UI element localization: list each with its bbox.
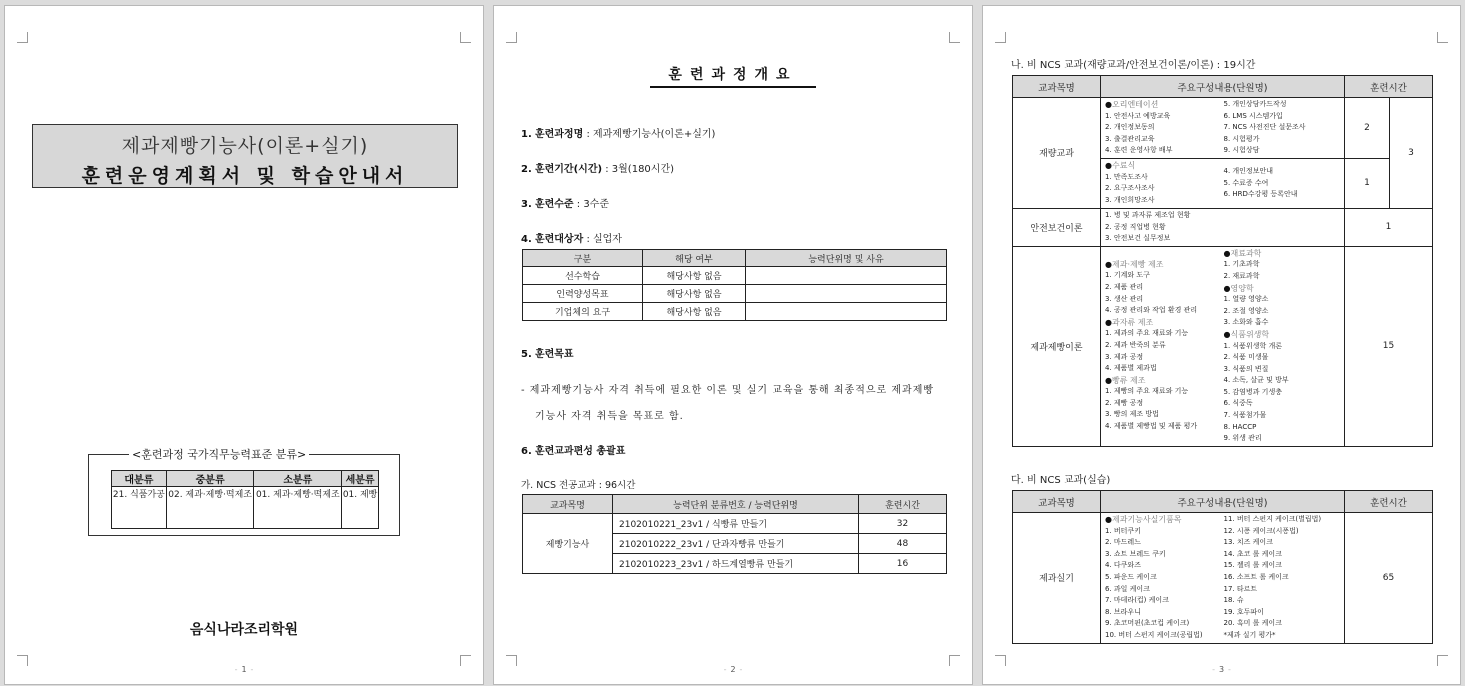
document-page-2 <box>493 5 973 685</box>
subject-name: 안전보건이론 <box>1013 208 1101 246</box>
non-ncs-practice-caption: 다. 비 NCS 교과(실습) <box>1011 475 1111 486</box>
table-row: 2102010223_23v1 / 하드계열빵류 만들기 16 <box>523 554 947 574</box>
cover-title: 훈련운영계획서 및 학습안내서 <box>81 165 409 187</box>
document-page-3 <box>982 5 1461 685</box>
table-row: ● 수료식 1. 만족도조사 2. 요구조사조사 3. 개인희망조사 4. 개인정보안내 5. 수료증 수여 6. HRD수강평 등록안내 1 <box>1013 158 1433 208</box>
section-course-name: 1. 훈련과정명 : 제과제빵기능사(이론+실기) <box>521 129 716 140</box>
table-row: 제과제빵이론 ● 제과·제빵 제조 1. 기계와 도구 2. 제품 관리 3. 생산 관리 4. 공정 관리와 작업 환경 관리 ● 과자류 제조 1. 제과의 주요 재료와 기능 2. 제과 반죽의 분류 3. 제과 공정 4. 제품별 제과법 ● 빵류 제조 1. 제빵의 주요 재료와 기능 2. 제빵 공정 3. 빵의 제조 방법 4. 제품별 제빵법 및 제품 평가 ● 재료과학 1. 기초과학 2. 재료과학 ● 영양학 1. 열량 영양소 2. 조절 영양소 3. 소화와 흡수 ● 식품위생학 1. 식품위생학 개론 2. 식품 미생물 3. 식품의 변질 4. 소독, 살균 및 방부 5. 감염병과 기생충 6. 식중독 7. 식품첨가물 8. HACCP 9. 위생 관리 15 <box>1013 246 1433 446</box>
table-row: 기업체의 요구 해당사항 없음 <box>523 303 947 321</box>
margin-corner-mark <box>460 32 471 43</box>
margin-corner-mark <box>506 32 517 43</box>
margin-corner-mark <box>1437 32 1448 43</box>
training-goal-text: - 제과제빵기능사 자격 취득에 필요한 이론 및 실기 교육을 통해 최종적으로 제과제빵 기능사 자격 취득을 목표로 함. <box>521 385 935 422</box>
cover-subtitle: 제과제빵기능사(이론+실기) <box>121 135 369 157</box>
subject-name: 제빵기능사 <box>523 514 613 574</box>
non-ncs-practice-table: 교과목명 주요구성내용(단원명) 훈련시간 제과실기 ● 제과기능사실기품목 1. 버터쿠키 2. 마드레느 3. 쇼트 브레드 쿠키 4. 다쿠와즈 5. 파운드 케이크 6. 과일 케이크 7. 마데라(컵) 케이크 8. 브라우니 9. 초코머핀(초코컵 케이크) 10. 버터 스펀지 케이크(공립법) 11. 버터 스펀지 케이크(별립법) 12. 시퐁 케이크(시퐁법) 13. 치즈 케이크 14. 초코 롤 케이크 15. 젤리 롤 케이크 16. 소프트 롤 케이크 17. 타르트 18. 슈 19. 호두파이 20. 흑미 롤 케이크 *제과 실기 평가* 65 <box>1012 490 1433 644</box>
value-detail: 01. 제빵 <box>342 487 379 529</box>
margin-corner-mark <box>17 32 28 43</box>
page-title: 훈련과정개요 <box>650 64 816 88</box>
page-number: - 2 - <box>723 665 743 674</box>
section-curriculum-summary: 6. 훈련교과편성 총괄표 <box>521 446 626 457</box>
section-target-trainees: 4. 훈련대상자 : 실업자 <box>521 234 622 245</box>
non-ncs-theory-caption: 나. 비 NCS 교과(재량교과/안전보건이론/이론) : 19시간 <box>1011 60 1256 71</box>
table-row: 재량교과 ● 오리엔테이션 1. 안전사고 예방교육 2. 개인정보동의 3. 출결관리교육 4. 훈련 운영사항 배부 5. 개인상담카드작성 6. LMS 시스템가입 7. NCS 사전진단 설문조사 8. 시험평가 9. 시험상담 2 3 <box>1013 98 1433 159</box>
page-number: - 3 - <box>1212 665 1231 674</box>
table-row: 2102010222_23v1 / 단과자빵류 만들기 48 <box>523 534 947 554</box>
value-minor: 01. 제과·제빵·떡제조 <box>254 487 342 529</box>
subject-name: 재량교과 <box>1013 98 1101 209</box>
margin-corner-mark <box>949 32 960 43</box>
table-row: 제과실기 ● 제과기능사실기품목 1. 버터쿠키 2. 마드레느 3. 쇼트 브레드 쿠키 4. 다쿠와즈 5. 파운드 케이크 6. 과일 케이크 7. 마데라(컵) 케이크 8. 브라우니 9. 초코머핀(초코컵 케이크) 10. 버터 스펀지 케이크(공립법) 11. 버터 스펀지 케이크(별립법) 12. 시퐁 케이크(시퐁법) 13. 치즈 케이크 14. 초코 롤 케이크 15. 젤리 롤 케이크 16. 소프트 롤 케이크 17. 타르트 18. 슈 19. 호두파이 20. 흑미 롤 케이크 *제과 실기 평가* 65 <box>1013 513 1433 644</box>
page-number: - 1 - <box>234 665 254 674</box>
ncs-classification-frame <box>88 448 400 536</box>
ncs-courses-table: 교과목명 능력단위 분류번호 / 능력단위명 훈련시간 제빵기능사 2102010221_23v1 / 식빵류 만들기 32 2102010222_23v1 / 단과자빵류 만들기 48 2102010223_23v1 / 하드계열빵류 만들기 16 <box>522 494 947 574</box>
table-row: 선수학습 해당사항 없음 <box>523 267 947 285</box>
academy-name: 음식나라조리학원 <box>189 622 299 638</box>
ncs-courses-caption: 가. NCS 전공교과 : 96시간 <box>521 480 636 491</box>
margin-corner-mark <box>995 32 1006 43</box>
section-training-period: 2. 훈련기간(시간) : 3월(180시간) <box>521 164 675 175</box>
non-ncs-theory-table: 교과목명 주요구성내용(단원명) 훈련시간 재량교과 ● 오리엔테이션 1. 안전사고 예방교육 2. 개인정보동의 3. 출결관리교육 4. 훈련 운영사항 배부 5. 개인상담카드작성 6. LMS 시스템가입 7. NCS 사전진단 설문조사 8. 시험평가 9. 시험상담 2 3 ● 수료식 1. 만족도조사 2. 요구조사조사 3. 개인희망조사 4. 개인정보안내 5. 수료증 수여 6. HRD수강평 등록안내 1 안전보건이론 1. 병 및 과자류 제조업 현황 2. 공정 직업병 현황 3. 안전보건 실무정보 1 제과제빵이론 ● 제과·제빵 제조 1. 기계와 도구 2. 제품 관리 3. 생산 관리 4. 공정 관리와 작업 환경 관리 ● 과자류 제조 1. 제과의 주요 재료와 기능 2. 제과 반죽의 분류 3. 제과 공정 4. 제품별 제과법 ● 빵류 제조 1. 제빵의 주요 재료와 기능 2. 제빵 공정 3. 빵의 제조 방법 4. 제품별 제빵법 및 제품 평가 ● 재료과학 1. 기초과학 2. 재료과학 ● 영양학 1. 열량 영양소 2. 조절 영양소 3. 소화와 흡수 ● 식품위생학 1. 식품위생학 개론 2. 식품 미생물 3. 식품의 변질 4. 소독, 살균 및 방부 5. 감염병과 기생충 6. 식중독 7. 식품첨가물 8. HACCP 9. 위생 관리 15 <box>1012 75 1433 447</box>
document-page-1 <box>4 5 484 685</box>
cover-title-box <box>32 124 458 188</box>
value-middle: 02. 제과·제빵·떡제조 <box>166 487 254 529</box>
ncs-classification-table <box>111 470 379 529</box>
value-major: 21. 식품가공 <box>112 487 167 529</box>
ncs-classification-caption: <훈련과정 국가직무능력표준 분류> <box>129 446 309 462</box>
section-training-level: 3. 훈련수준 : 3수준 <box>521 199 610 210</box>
target-trainee-table: 구분 해당 여부 능력단위명 및 사유 선수학습 해당사항 없음 인력양성목표 해당사항 없음 기업체의 요구 해당사항 없음 <box>522 249 947 321</box>
header-major: 대분류 <box>112 471 167 487</box>
header-middle: 중분류 <box>166 471 254 487</box>
table-row: 안전보건이론 1. 병 및 과자류 제조업 현황 2. 공정 직업병 현황 3. 안전보건 실무정보 1 <box>1013 208 1433 246</box>
subject-name: 제과제빵이론 <box>1013 246 1101 446</box>
header-minor: 소분류 <box>254 471 342 487</box>
subject-name: 제과실기 <box>1013 513 1101 644</box>
header-detail: 세분류 <box>342 471 379 487</box>
table-row: 인력양성목표 해당사항 없음 <box>523 285 947 303</box>
table-row: 제빵기능사 2102010221_23v1 / 식빵류 만들기 32 <box>523 514 947 534</box>
section-training-goal: 5. 훈련목표 <box>521 349 574 360</box>
